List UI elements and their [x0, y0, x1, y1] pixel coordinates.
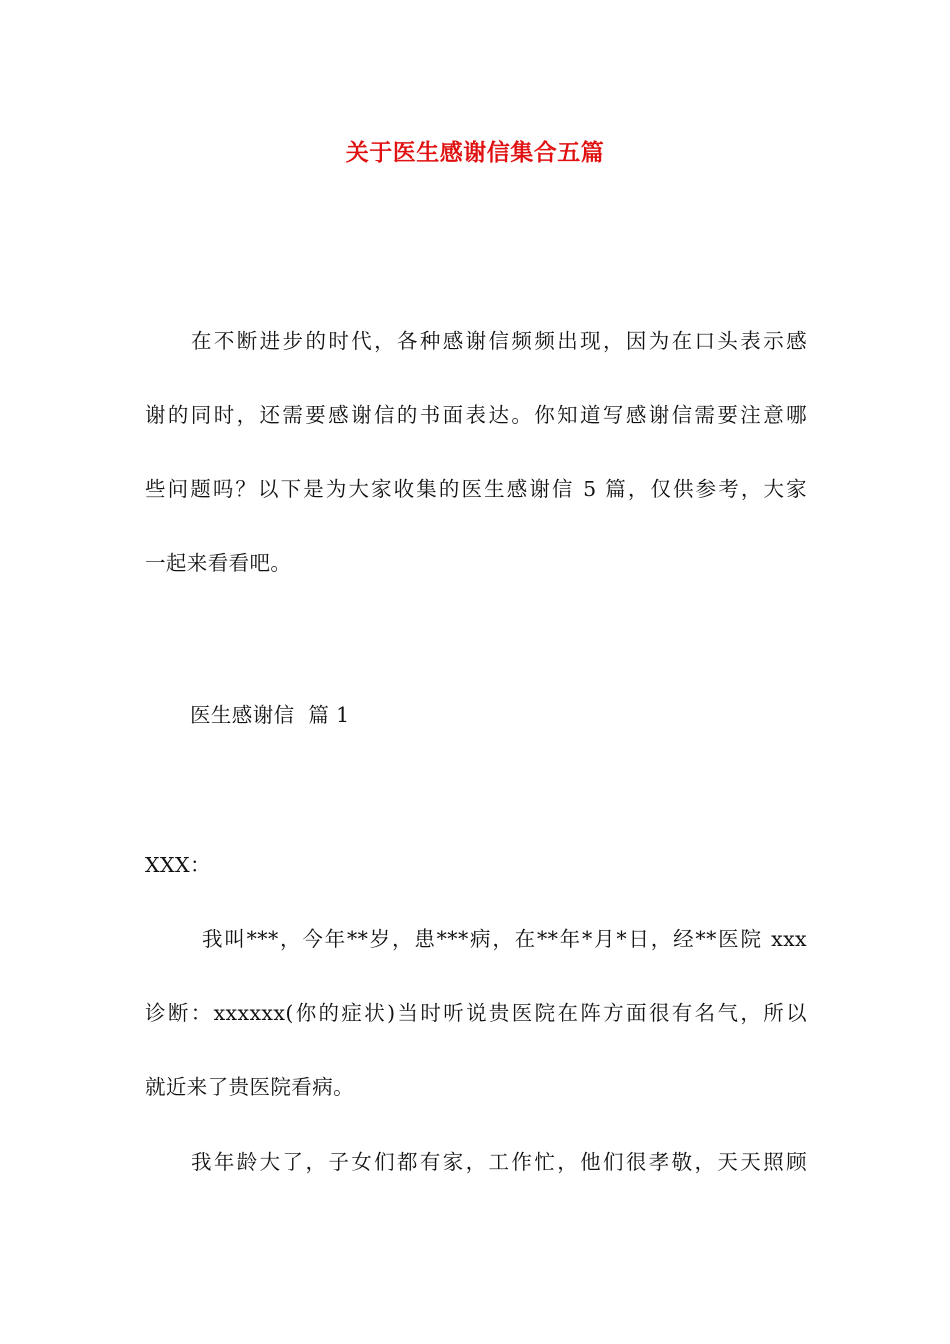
- letter-para1-line-1: 我叫***，今年**岁，患***病，在**年*月*日，经**医院 xxx: [202, 927, 807, 951]
- intro-line-3: 些问题吗？以下是为大家收集的医生感谢信 5 篇，仅供参考，大家: [145, 477, 807, 501]
- intro-line-4: 一起来看看吧。: [145, 551, 292, 575]
- intro-line-2: 谢的同时，还需要感谢信的书面表达。你知道写感谢信需要注意哪: [145, 403, 807, 427]
- section-heading: 医生感谢信 篇 1: [190, 703, 350, 727]
- letter-para1-line-2: 诊断：xxxxxx(你的症状)当时听说贵医院在阵方面很有名气，所以: [145, 1001, 807, 1025]
- salutation: XXX：: [145, 853, 211, 877]
- letter-para2-line-1: 我年龄大了，子女们都有家，工作忙，他们很孝敬，天天照顾: [191, 1150, 807, 1174]
- intro-line-1: 在不断进步的时代，各种感谢信频频出现，因为在口头表示感: [191, 329, 807, 353]
- letter-para1-line-3: 就近来了贵医院看病。: [145, 1075, 354, 1099]
- document-title: 关于医生感谢信集合五篇: [345, 140, 605, 166]
